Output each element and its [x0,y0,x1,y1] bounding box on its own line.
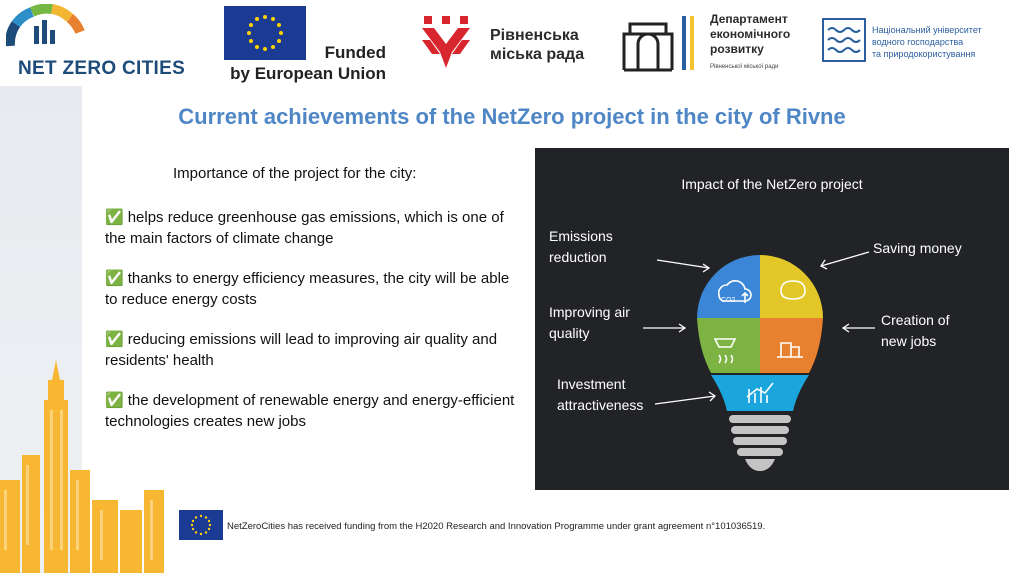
rivne-city-council-label [490,26,584,64]
label-line: Improving air [549,304,630,320]
bulb-base [729,415,791,471]
label-line: Creation of [881,312,950,328]
label-line: Investment [557,376,626,392]
dept-line-3: розвитку [710,42,764,56]
rivne-line-2: міська рада [490,46,585,63]
light-bulb-diagram [685,243,835,473]
funded-line-2: by European Union [230,64,386,83]
bullet-text: helps reduce greenhouse gas emissions, which is one of the main factors of climate change [105,209,504,247]
impact-infographic [535,148,1009,490]
check-icon: ✅ [105,392,124,409]
economic-department-label [710,12,790,57]
list-item [105,268,525,310]
university-logo [822,18,866,62]
infographic-title: Impact of the NetZero project [681,176,863,192]
check-icon: ✅ [105,270,124,287]
co2-label: CO2 [721,297,736,304]
segment-saving [760,255,823,318]
check-icon: ✅ [105,209,124,226]
rivne-city-council-logo [420,14,472,70]
bullet-text: reducing emissions will lead to improving air quality and residents' health [105,331,498,369]
label-line: Emissions [549,228,613,244]
economic-department-sublabel: Рівненської міської ради [710,64,779,70]
university-label [872,24,982,60]
list-item [105,207,525,249]
slide-title: Current achievements of the NetZero project in the city of Rivne [178,104,846,129]
segment-air [697,318,760,373]
segment-emissions [697,255,760,318]
dept-line-2: економічного [710,27,791,41]
label-line: quality [549,325,590,341]
header-logos [0,0,1024,86]
intro-heading: Importance of the project for the city: [173,165,417,182]
rivne-line-1: Рівненська [490,27,579,44]
bullet-list [105,207,525,451]
label-line: attractiveness [557,397,644,413]
list-item [105,390,525,432]
label-line: new jobs [881,333,937,349]
check-icon: ✅ [105,331,124,348]
funding-disclaimer: NetZeroCities has received funding from the H2020 Research and Innovation Programme under grant agreement n°101036519. [227,521,766,532]
uni-line-1: Національний університет [872,25,982,35]
uni-line-3: та природокористування [872,49,976,59]
net-zero-cities-label: NET ZERO CITIES [18,58,186,79]
funded-line-1: Funded [324,43,386,62]
list-item [105,329,525,371]
dept-line-1: Департамент [710,12,788,26]
uni-line-2: водного господарства [872,37,964,47]
bullet-text: thanks to energy efficiency measures, the city will be able to reduce energy costs [105,270,510,308]
segment-investment [711,375,809,411]
eu-flag-small-icon [179,510,223,540]
label-line: reduction [549,249,607,265]
funded-by-eu-label [216,42,386,84]
bullet-text: the development of renewable energy and energy-efficient technologies creates new jobs [105,392,515,430]
economic-department-logo [620,12,700,74]
label-saving-money: Saving money [873,240,962,256]
